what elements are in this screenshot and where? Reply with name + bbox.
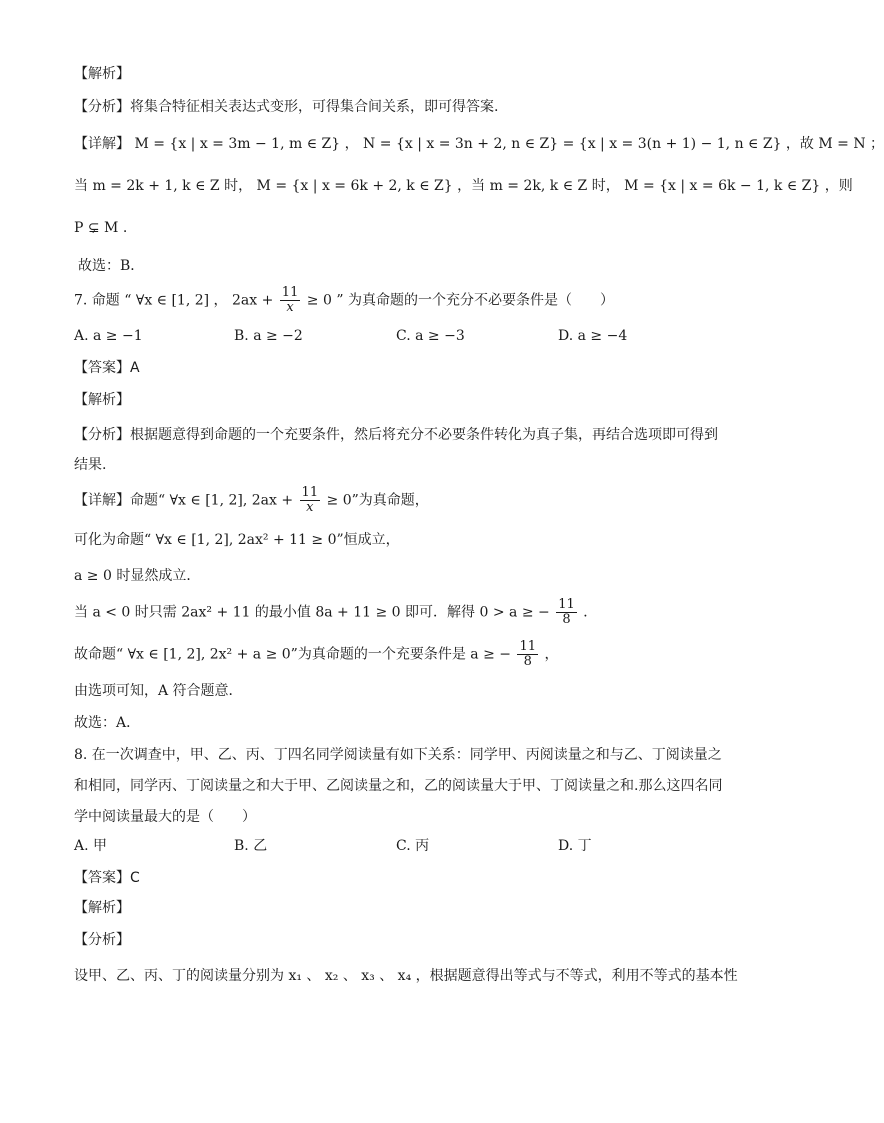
fraction: $\frac{11}{8}$: [519, 639, 537, 669]
section-answer: 【答案】A: [74, 360, 140, 376]
option-d: D. a ≥ −4: [558, 328, 628, 344]
fraction: $\frac{11}{x}$: [281, 285, 299, 315]
detail-line: 故命题“ ∀x ∈ [1, 2], 2x² + a ≥ 0”为真命题的一个充要条件是 a ≥ − $\frac{11}{8}$ ，: [74, 639, 559, 669]
option-a: A. 甲: [74, 838, 108, 854]
detail-line: 可化为命题“ ∀x ∈ [1, 2], 2ax² + 11 ≥ 0”恒成立，: [74, 532, 400, 548]
option-d: D. 丁: [558, 838, 592, 854]
option-c: C. a ≥ −3: [396, 328, 465, 344]
section-jiexi: 【解析】: [74, 900, 130, 916]
detail-line: 当 m = 2k + 1, k ∈ Z 时， M = {x | x = 6k + 2, k ∈ Z} ，当 m = 2k, k ∈ Z 时， M = {x | x = 6k − 1, k ∈ Z} ，则: [74, 178, 853, 194]
detail-line: 当 a < 0 时只需 2ax² + 11 的最小值 8a + 11 ≥ 0 即可．解得 0 > a ≥ − $\frac{11}{8}$ ．: [74, 597, 598, 627]
analysis-text: 设甲、乙、丙、丁的阅读量分别为 x₁ 、 x₂ 、 x₃ 、 x₄ ，根据题意得出等式与不等式，利用不等式的基本性: [74, 968, 738, 984]
option-c: C. 丙: [396, 838, 430, 854]
answer-choice-line: 故选：A．: [74, 715, 141, 731]
fraction: $\frac{11}{x}$: [301, 485, 319, 515]
detail-line: P ⊊ M .: [74, 220, 128, 236]
section-answer: 【答案】C: [74, 870, 140, 886]
detail-line: 由选项可知，A 符合题意．: [74, 683, 243, 699]
detail-line: 【详解】命题“ ∀x ∈ [1, 2], 2ax + $\frac{11}{x}$ ≥ 0”为真命题，: [74, 485, 429, 515]
section-jiexi: 【解析】: [74, 66, 130, 82]
analysis-text: 【分析】根据题意得到命题的一个充要条件，然后将充分不必要条件转化为真子集，再结合选项即可得到结果.: [74, 427, 718, 473]
option-b: B. 乙: [234, 838, 268, 854]
option-a: A. a ≥ −1: [74, 328, 143, 344]
analysis-text: 【分析】将集合特征相关表达式变形，可得集合间关系，即可得答案.: [74, 99, 499, 115]
question-7-stem: 7. 命题 “ ∀x ∈ [1, 2] ， 2ax + $\frac{11}{x}$ ≥ 0 ” 为真命题的一个充分不必要条件是（ ）: [74, 285, 614, 315]
section-jiexi: 【解析】: [74, 392, 130, 408]
question-8-stem: 8. 在一次调查中，甲、乙、丙、丁四名同学阅读量有如下关系：同学甲、丙阅读量之和与乙、丁阅读量之和相同，同学丙、丁阅读量之和大于甲、乙阅读量之和，乙的阅读量大于甲、丁阅读量之和.那么这四名同学中阅读量最大的是（ ）: [74, 747, 723, 825]
detail-line: 【详解】 M = {x | x = 3m − 1, m ∈ Z} ， N = {x | x = 3n + 2, n ∈ Z} = {x | x = 3(n + 1) − 1, n ∈ Z} ，故 M = N ；: [74, 136, 884, 152]
fraction: $\frac{11}{8}$: [558, 597, 575, 627]
option-b: B. a ≥ −2: [234, 328, 303, 344]
section-fenxi: 【分析】: [74, 932, 130, 948]
answer-choice-line: 故选：B．: [78, 258, 145, 274]
detail-line: a ≥ 0 时显然成立．: [74, 568, 201, 584]
